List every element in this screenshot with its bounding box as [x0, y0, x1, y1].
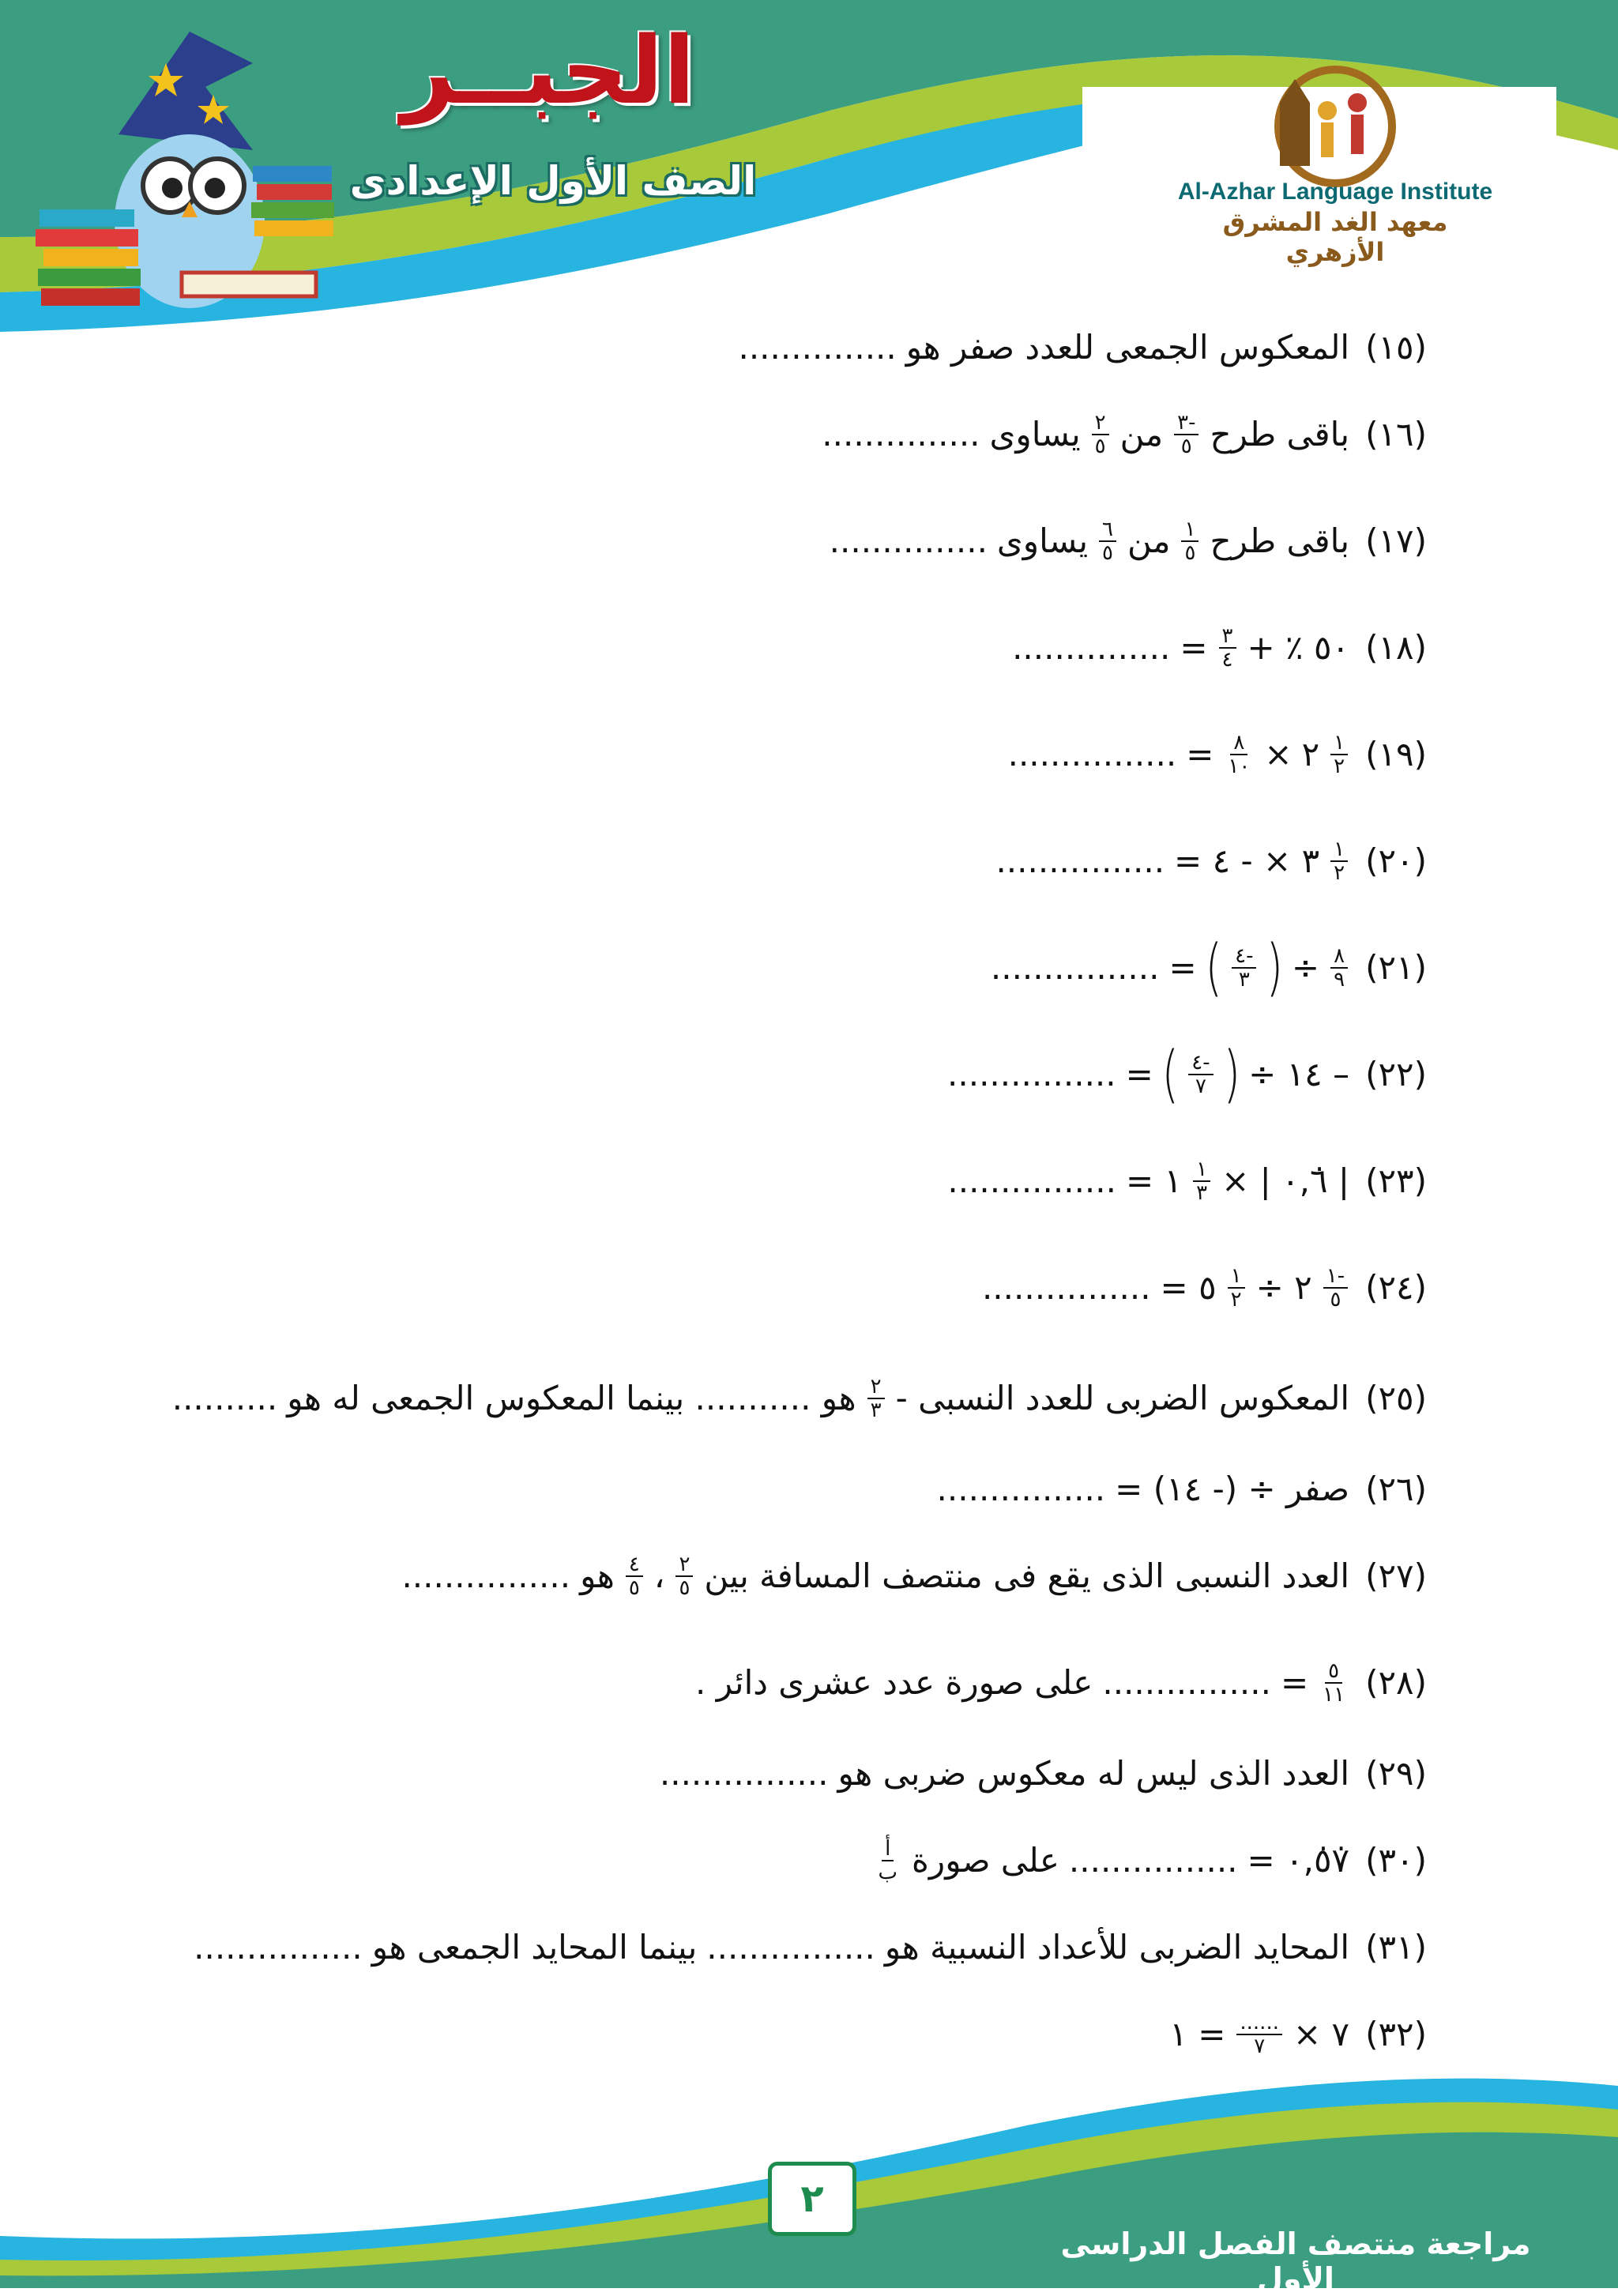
question-17: (١٧) باقى طرح $\frac{١}{٥}$ من $\frac{٦}{٥}$ يساوى ............... [829, 518, 1427, 565]
answer-blank: ................ [401, 1556, 571, 1595]
question-20: (٢٠) $\frac{١}{٢}$ ٣ × - ٤ = ................ [995, 837, 1427, 885]
fraction: $\frac{١}{٣}$ [1193, 1158, 1210, 1204]
question-22: (٢٢) – ١٤ ÷ ( $\frac{-٤}{٧}$ ) = ................ [947, 1039, 1427, 1110]
page-number: ٢ [768, 2162, 856, 2236]
fraction: $\frac{٢}{٥}$ [675, 1553, 693, 1599]
question-32: (٣٢) ٧ × $\frac{......}{٧}$ = ١ [1169, 2011, 1427, 2058]
answer-blank: ................ [947, 1055, 1116, 1093]
question-23: (٢٣) | ٠,٦̇ | × $\frac{١}{٣}$ ١ = ................ [947, 1157, 1427, 1205]
question-27: (٢٧) العدد النسبى الذى يقع فى منتصف المسافة بين $\frac{٢}{٥}$ ، $\frac{٤}{٥}$ هو ................ [401, 1553, 1427, 1600]
fraction: $\frac{......}{٧}$ [1236, 2012, 1282, 2057]
question-26: (٢٦) صفر ÷ (- ١٤) = ................ [932, 1466, 1427, 1513]
fraction: $\frac{\text{أ}}{\text{ب}}$ [878, 1837, 897, 1884]
grade-title: الصف الأول الإعدادى [349, 158, 757, 204]
question-19: (١٩) $\frac{١}{٢}$ ٢ × $\frac{٨}{١٠}$ = ................ [1007, 731, 1427, 778]
question-25: (٢٥) المعكوس الضربى للعدد النسبى - $\frac{٢}{٣}$ هو ........... بينما المعكوس الجمعى له هو .......... [171, 1375, 1427, 1422]
right-paren-glyph: ( [1223, 1039, 1240, 1110]
fraction: $\frac{-١}{٥}$ [1323, 1265, 1348, 1311]
answer-blank: ................ [990, 948, 1160, 987]
fraction: $\frac{٦}{٥}$ [1099, 518, 1116, 564]
answer-blank: ................ [706, 1928, 875, 1967]
fraction: $\frac{-٣}{٥}$ [1174, 412, 1198, 457]
answer-blank: ............... [1012, 628, 1171, 667]
question-30: (٣٠) ٠,٥̇٧̇ = ................ على صورة $\frac{\text{أ}}{\text{ب}}$ [868, 1837, 1427, 1884]
question-15: (١٥) المعكوس الجمعى للعدد صفر هو ............... [733, 324, 1427, 371]
answer-blank: ............... [822, 415, 980, 454]
question-29: (٢٩) العدد الذى ليس له معكوس ضربى هو ................ [655, 1750, 1427, 1797]
fraction: $\frac{١}{٥}$ [1181, 518, 1198, 564]
question-18: (١٨) ٥٠ ٪ + $\frac{٣}{٤}$ = ............... [1012, 624, 1427, 672]
answer-blank: ................ [995, 841, 1165, 880]
answer-blank: ................ [936, 1470, 1106, 1508]
fraction: $\frac{١}{٢}$ [1330, 732, 1348, 777]
fraction: $\frac{٥}{١١}$ [1323, 1659, 1345, 1707]
fraction: $\frac{٨}{١٠}$ [1228, 731, 1251, 778]
header-banner [0, 0, 1618, 348]
footer-caption: مراجعة منتصف الفصل الدراسى الأول [1060, 2226, 1531, 2296]
answer-blank: ................ [1068, 1841, 1238, 1880]
fraction: $\frac{٨}{٩}$ [1330, 945, 1348, 991]
answer-blank: ............... [738, 328, 897, 367]
question-21: (٢١) $\frac{٨}{٩}$ ÷ ( $\frac{-٤}{٣}$ ) = ................ [990, 932, 1427, 1003]
question-31: (٣١) المحايد الضربى للأعداد النسبية هو ................ بينما المحايد الجمعى هو ................ [189, 1924, 1427, 1971]
fraction: $\frac{١}{٢}$ [1228, 1265, 1245, 1311]
left-paren-glyph: ) [1205, 932, 1222, 1003]
answer-blank: ................ [194, 1928, 363, 1967]
fraction: $\frac{-٤}{٧}$ [1188, 1052, 1213, 1097]
answer-blank: ................ [659, 1754, 829, 1793]
answer-blank: ................ [1007, 735, 1177, 773]
fraction: $\frac{٢}{٣}$ [867, 1376, 885, 1421]
question-24: (٢٤) $\frac{-١}{٥}$ ٢ ÷ $\frac{١}{٢}$ ٥ = ................ [981, 1264, 1427, 1312]
subject-title: الجبــر [401, 16, 695, 125]
institute-name-en: Al-Azhar Language Institute [1177, 179, 1493, 205]
fraction: $\frac{١}{٢}$ [1330, 838, 1348, 884]
right-paren-glyph: ( [1266, 932, 1284, 1003]
institute-name-ar: معهد الغد المشرق الأزهري [1222, 207, 1448, 267]
answer-blank: ................ [1102, 1663, 1271, 1702]
answer-blank: ............... [829, 521, 988, 560]
question-16: (١٦) باقى طرح $\frac{-٣}{٥}$ من $\frac{٢}{٥}$ يساوى ............... [822, 411, 1427, 458]
fraction: $\frac{٢}{٥}$ [1092, 412, 1109, 457]
fraction: $\frac{٤}{٥}$ [626, 1553, 643, 1599]
question-28: (٢٨) $\frac{٥}{١١}$ = ................ على صورة عدد عشرى دائر . [695, 1659, 1427, 1707]
left-paren-glyph: ) [1161, 1039, 1179, 1110]
answer-blank: ................ [947, 1161, 1116, 1200]
fraction: $\frac{٣}{٤}$ [1219, 625, 1236, 671]
fraction: $\frac{-٤}{٣}$ [1232, 945, 1256, 991]
answer-blank: .......... [171, 1379, 278, 1417]
answer-blank: ................ [981, 1268, 1151, 1307]
